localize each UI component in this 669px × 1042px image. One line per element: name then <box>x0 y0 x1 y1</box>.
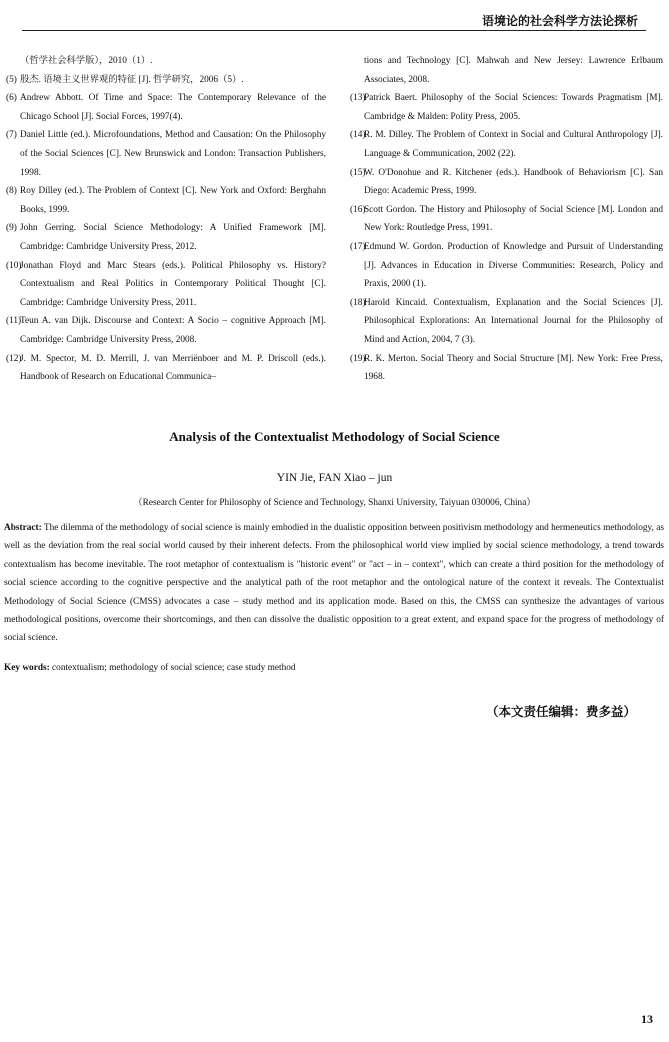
reference-item: (10) Jonathan Floyd and Marc Stears (eds.). Political Philosophy vs. History? Contextualism and Real Politics in Contemporary Political Thought [C]. Cambridge: Cambridge University Press, 2011. <box>6 260 326 308</box>
keywords-label: Key words: <box>4 663 50 673</box>
references-right-column <box>350 52 663 387</box>
reference-item: (16) Scott Gordon. The History and Philosophy of Social Science [M]. London and New York: Routledge Press, 1991. <box>350 204 663 234</box>
author-affiliation: （Research Center for Philosophy of Science and Technology, Shanxi University, Taiyuan 030006, China） <box>133 498 536 508</box>
reference-item: (8) Roy Dilley (ed.). The Problem of Context [C]. New York and Oxford: Berghahn Books, 1999. <box>6 186 326 215</box>
abstract-label: Abstract: <box>4 523 42 533</box>
abstract-paragraph <box>4 519 664 648</box>
running-header <box>22 8 646 31</box>
reference-item: (15) W. O'Donohue and R. Kitchener (eds.). Handbook of Behaviorism [C]. San Diego: Academic Press, 1999. <box>350 167 663 197</box>
references-section <box>6 52 663 392</box>
reference-item: (14) R. M. Dilley. The Problem of Context in Social and Cultural Anthropology [J]. Language & Communication, 2002 (22). <box>350 130 663 159</box>
reference-item: (18) Harold Kincaid. Contextualism, Explanation and the Social Sciences [J]. Philosophical Explorations: An International Journal for the Philosophy of Mind and Action, 2004, 7 (3). <box>350 297 663 345</box>
abstract-text: The dilemma of the methodology of social science is mainly embodied in the dualistic opposition between positivism methodology and hermeneutics methodology, as well as the deviation from the real social world caused by their inherent defects. From the philosophical world view implied by social science methodology, a trend towards contextualism has become inevitable. The root metaphor of contextualism is "historic event" or "act – in – context", which can create a third position for the methodology of social science according to the cognitive perspective and the analytical path of the root metaphor and the ontological nature of the context it reveals. The Contextualist Methodology of Social Science (CMSS) advocates a case – study method and its application mode. Based on this, the CMSS can synthesize the advantages of various methodological positions, overcome their shortcomings, and then can dissolve the dualistic opposition to a great extent, and expand space for the progress of methodology of social science. <box>4 523 664 644</box>
keywords-line <box>4 663 664 673</box>
keywords-text: contextualism; methodology of social science; case study method <box>49 663 296 673</box>
references-left-column <box>6 52 326 387</box>
journal-running-title: 语境论的社会科学方法论探析 <box>481 14 638 28</box>
reference-item: (9) John Gerring. Social Science Methodology: A Unified Framework [M]. Cambridge: Cambridge University Press, 2012. <box>6 223 326 252</box>
author-names: YIN Jie, FAN Xiao – jun <box>276 472 393 484</box>
responsible-editor-note: （本文责任编辑：费多益） <box>486 704 637 719</box>
english-article-title: Analysis of the Contextualist Methodology of Social Science <box>169 429 500 444</box>
reference-item: (7) Daniel Little (ed.). Microfoundations, Method and Causation: On the Philosophy of the Social Sciences [C]. New Brunswick and London: Transaction Publishers, 1998. <box>6 130 326 178</box>
reference-item: (11) Teun A. van Dijk. Discourse and Context: A Socio – cognitive Approach [M]. Cambridge: Cambridge University Press, 2008. <box>6 316 326 345</box>
reference-item: (5) 殷杰. 语境主义世界观的特征 [J]. 哲学研究，2006（5）. <box>6 74 244 85</box>
page-number: 13 <box>641 1012 653 1026</box>
reference-item: （哲学社会科学版），2010（1）. <box>20 56 153 66</box>
reference-item: tions and Technology [C]. Mahwah and New Jersey: Lawrence Erlbaum Associates, 2008. <box>364 56 663 85</box>
reference-item: (17) Edmund W. Gordon. Production of Knowledge and Pursuit of Understanding [J]. Advances in Education in Diverse Communities: Research, Policy and Praxis, 2000 (1). <box>350 241 663 290</box>
reference-item: (19) R. K. Merton. Social Theory and Social Structure [M]. New York: Free Press, 1968. <box>350 353 663 383</box>
reference-item: (13) Patrick Baert. Philosophy of the Social Sciences: Towards Pragmatism [M]. Cambridge & Malden: Polity Press, 2005. <box>350 93 663 122</box>
reference-item: (6) Andrew Abbott. Of Time and Space: The Contemporary Relevance of the Chicago School [J]. Social Forces, 1997(4). <box>6 93 326 122</box>
reference-item: (12) J. M. Spector, M. D. Merrill, J. van Merriënboer and M. P. Driscoll (eds.). Handbook of Research on Educational Communica– <box>6 353 326 383</box>
